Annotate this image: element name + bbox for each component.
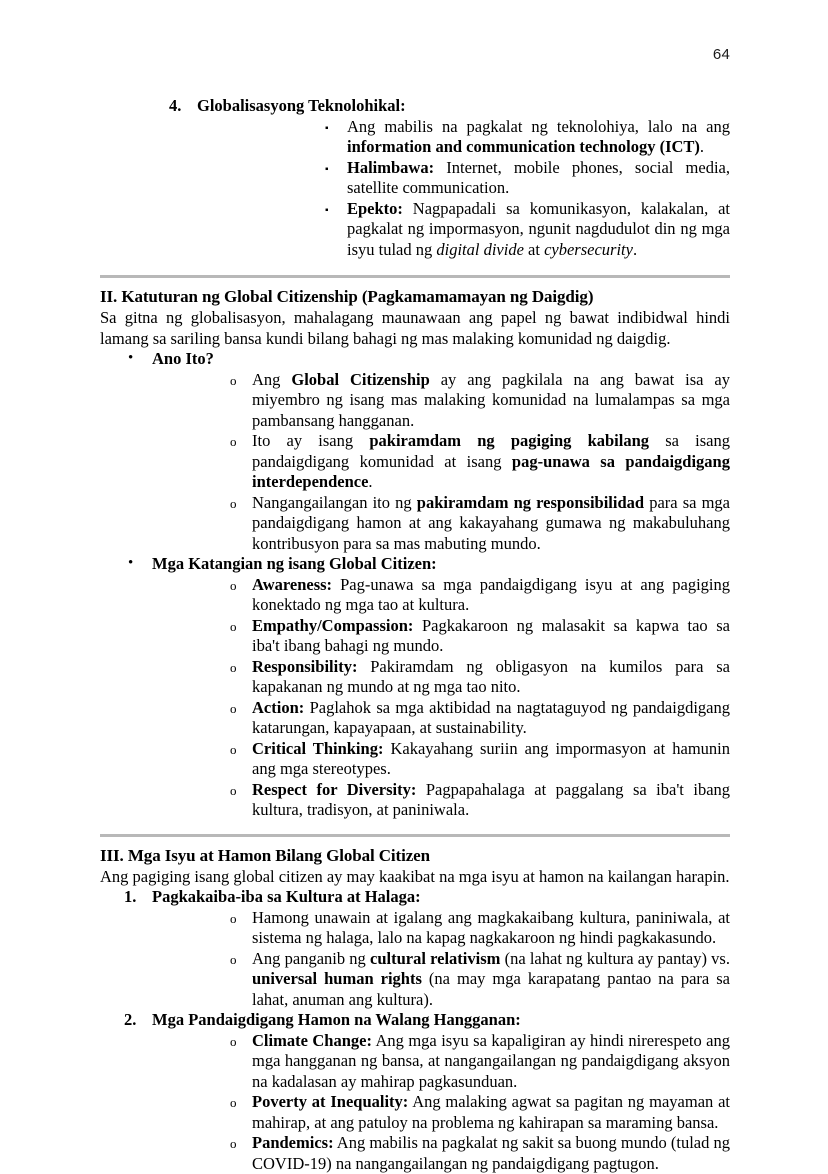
bullet-text: Nagpapadali sa komunikasyon, kalakalan, at pagkalat ng impormasyon, ngunit nagdudulot din ng mga isyu tulad ng (347, 199, 730, 259)
subitem-bold-1: cultural relativism (370, 949, 500, 968)
section-three-intro: Ang pagiging isang global citizen ay may kaakibat na mga isyu at hamon na kailangan harapin. (100, 867, 730, 888)
list-item (100, 349, 730, 554)
item-text-1: Ang (252, 370, 291, 389)
circle-bullet-icon: o (230, 432, 237, 452)
subitem-text-1: Ang panganib ng (252, 949, 370, 968)
list-item (152, 1133, 730, 1174)
section-one-tail-list (100, 96, 730, 260)
circle-bullet-icon: o (230, 658, 237, 678)
circle-bullet-icon: o (230, 909, 237, 929)
list-marker: 4. (169, 96, 191, 117)
subitem-text: Ang mga isyu sa kapaligiran ay hindi nirerespeto ang mga hangganan ng bansa, at nangangailangan ng pandaigdigang aksyon na kadalasan ay mahirap pagkasunduan. (252, 1031, 730, 1091)
list-item (100, 96, 730, 260)
circle-bullet-icon: o (230, 1093, 237, 1113)
bullet-text-tail: . (633, 240, 637, 259)
item-one-subitems (152, 908, 730, 1011)
list-item (152, 1031, 730, 1093)
horizontal-rule (100, 834, 730, 837)
list-item (197, 199, 730, 261)
list-item (152, 698, 730, 739)
item-text: Paglahok sa mga aktibidad na nagtataguyod ng pandaigdigang katarungan, kapayapaan, at sustainability. (252, 698, 730, 738)
group-b-items (152, 575, 730, 821)
square-bullet-icon: ▪ (325, 161, 329, 179)
bullet-text: Internet, mobile phones, social media, satellite communication. (347, 158, 730, 198)
list-item-title: Mga Pandaigdigang Hamon na Walang Hangganan: (152, 1010, 521, 1029)
item-bold-2: pag-unawa sa pandaigdigang interdependence (252, 452, 730, 492)
item-text-2: sa isang pandaigdigang komunidad at isang (252, 431, 730, 471)
item-text-3: . (368, 472, 372, 491)
group-title: Mga Katangian ng isang Global Citizen: (152, 554, 437, 573)
item-text-2: ay ang pagkilala na ang bawat isa ay miyembro ng isang mas malaking komunidad na lumalampas sa mga pambansang hangganan. (252, 370, 730, 430)
list-item (100, 554, 730, 821)
list-item (152, 431, 730, 493)
subitem-text-2: (na lahat ng kultura ay pantay) vs. (500, 949, 730, 968)
document-content (100, 96, 730, 1174)
round-bullet-icon: • (128, 553, 133, 574)
section-one-sub-bullets (197, 117, 730, 261)
subitem-text: Ang mabilis na pagkalat ng sakit sa buong mundo (tulad ng COVID-19) na nangangailangan ng pandaigdigang pagtugon. (252, 1133, 730, 1173)
circle-bullet-icon: o (230, 950, 237, 970)
circle-bullet-icon: o (230, 494, 237, 514)
list-item (197, 158, 730, 199)
list-item (152, 780, 730, 821)
list-item (152, 370, 730, 432)
item-two-subitems (152, 1031, 730, 1174)
section-divider-two (100, 834, 730, 837)
section-divider-one (100, 275, 730, 278)
page-number: 64 (100, 46, 730, 63)
item-text: Pagkakaroon ng malasakit sa kapwa tao sa iba't ibang bahagi ng mundo. (252, 616, 730, 656)
list-item-title: Globalisasyong Teknolohikal: (197, 96, 406, 115)
list-item (100, 1010, 730, 1174)
item-bold-1: pakiramdam ng pagiging kabilang (369, 431, 649, 450)
item-lead: Respect for Diversity: (252, 780, 416, 799)
list-item (152, 575, 730, 616)
subitem-text-1: Hamong unawain at igalang ang magkakaibang kultura, paniniwala, at sistema ng halaga, lalo na kapag nagkakaroon ng hindi pagkakasundo. (252, 908, 730, 948)
item-text-2: para sa mga pandaigdigang hamon at ang kakayahang gumawa ng makabuluhang kontribusyon para sa mas mabuting mundo. (252, 493, 730, 553)
item-text-1: Nangangailangan ito ng (252, 493, 417, 512)
list-item (152, 657, 730, 698)
subitem-lead: Poverty at Inequality: (252, 1092, 408, 1111)
item-lead: Action: (252, 698, 304, 717)
square-bullet-icon: ▪ (325, 202, 329, 220)
circle-bullet-icon: o (230, 1032, 237, 1052)
item-text: Pag-unawa sa mga pandaigdigang isyu at ang pagiging konektado ng mga tao at kultura. (252, 575, 730, 615)
item-text: Pagpapahalaga at paggalang sa iba't ibang kultura, tradisyon, at paniniwala. (252, 780, 730, 820)
list-item (152, 908, 730, 949)
subitem-text: Ang malaking agwat sa pagitan ng mayaman at mahirap, at ang patuloy na problema ng kahirapan sa maraming bansa. (252, 1092, 730, 1132)
list-item (152, 949, 730, 1011)
item-text: Pakiramdam ng obligasyon na kumilos para sa kapakanan ng mundo at ng mga tao nito. (252, 657, 730, 697)
list-item (100, 887, 730, 1010)
list-item (152, 1092, 730, 1133)
group-a-items (152, 370, 730, 555)
square-bullet-icon: ▪ (325, 120, 329, 138)
circle-bullet-icon: o (230, 781, 237, 801)
bullet-lead: Epekto: (347, 199, 403, 218)
item-lead: Responsibility: (252, 657, 357, 676)
circle-bullet-icon: o (230, 699, 237, 719)
list-marker: 2. (124, 1010, 146, 1031)
horizontal-rule (100, 275, 730, 278)
section-two-heading: II. Katuturan ng Global Citizenship (Pagkamamamayan ng Daigdig) (100, 286, 730, 307)
circle-bullet-icon: o (230, 740, 237, 760)
list-item (152, 616, 730, 657)
circle-bullet-icon: o (230, 617, 237, 637)
circle-bullet-icon: o (230, 576, 237, 596)
item-lead: Critical Thinking: (252, 739, 383, 758)
item-bold-1: pakiramdam ng responsibilidad (417, 493, 644, 512)
item-text-1: Ito ay isang (252, 431, 369, 450)
subitem-lead: Pandemics: (252, 1133, 334, 1152)
circle-bullet-icon: o (230, 371, 237, 391)
list-item (197, 117, 730, 158)
bullet-text-tail: . (700, 137, 704, 156)
section-two-group-a (100, 349, 730, 821)
list-item-title: Pagkakaiba-iba sa Kultura at Halaga: (152, 887, 421, 906)
bullet-lead: Halimbawa: (347, 158, 434, 177)
item-lead: Awareness: (252, 575, 332, 594)
item-bold-1: Global Citizenship (291, 370, 429, 389)
bullet-text: Ang mabilis na pagkalat ng teknolohiya, lalo na ang (347, 117, 730, 136)
bullet-text-mid: at (524, 240, 544, 259)
section-three-heading: III. Mga Isyu at Hamon Bilang Global Citizen (100, 845, 730, 866)
section-two-intro: Sa gitna ng globalisasyon, mahalagang maunawaan ang papel ng bawat indibidwal hindi lamang sa sariling bansa kundi bilang bahagi ng mas malaking komunidad ng daigdig. (100, 308, 730, 349)
circle-bullet-icon: o (230, 1134, 237, 1154)
list-marker: 1. (124, 887, 146, 908)
bullet-text-italic-a: digital divide (436, 240, 524, 259)
section-three-list (100, 887, 730, 1174)
group-title: Ano Ito? (152, 349, 214, 368)
bullet-text-bold: information and communication technology (ICT) (347, 137, 700, 156)
subitem-text-3: (na may mga karapatang pantao na para sa lahat, anuman ang kultura). (252, 969, 730, 1009)
item-text: Kakayahang suriin ang impormasyon at hamunin ang mga stereotypes. (252, 739, 730, 779)
subitem-bold-2: universal human rights (252, 969, 422, 988)
list-item (152, 493, 730, 555)
list-item (152, 739, 730, 780)
round-bullet-icon: • (128, 348, 133, 369)
bullet-text-italic-b: cybersecurity (544, 240, 633, 259)
item-lead: Empathy/Compassion: (252, 616, 413, 635)
subitem-lead: Climate Change: (252, 1031, 372, 1050)
